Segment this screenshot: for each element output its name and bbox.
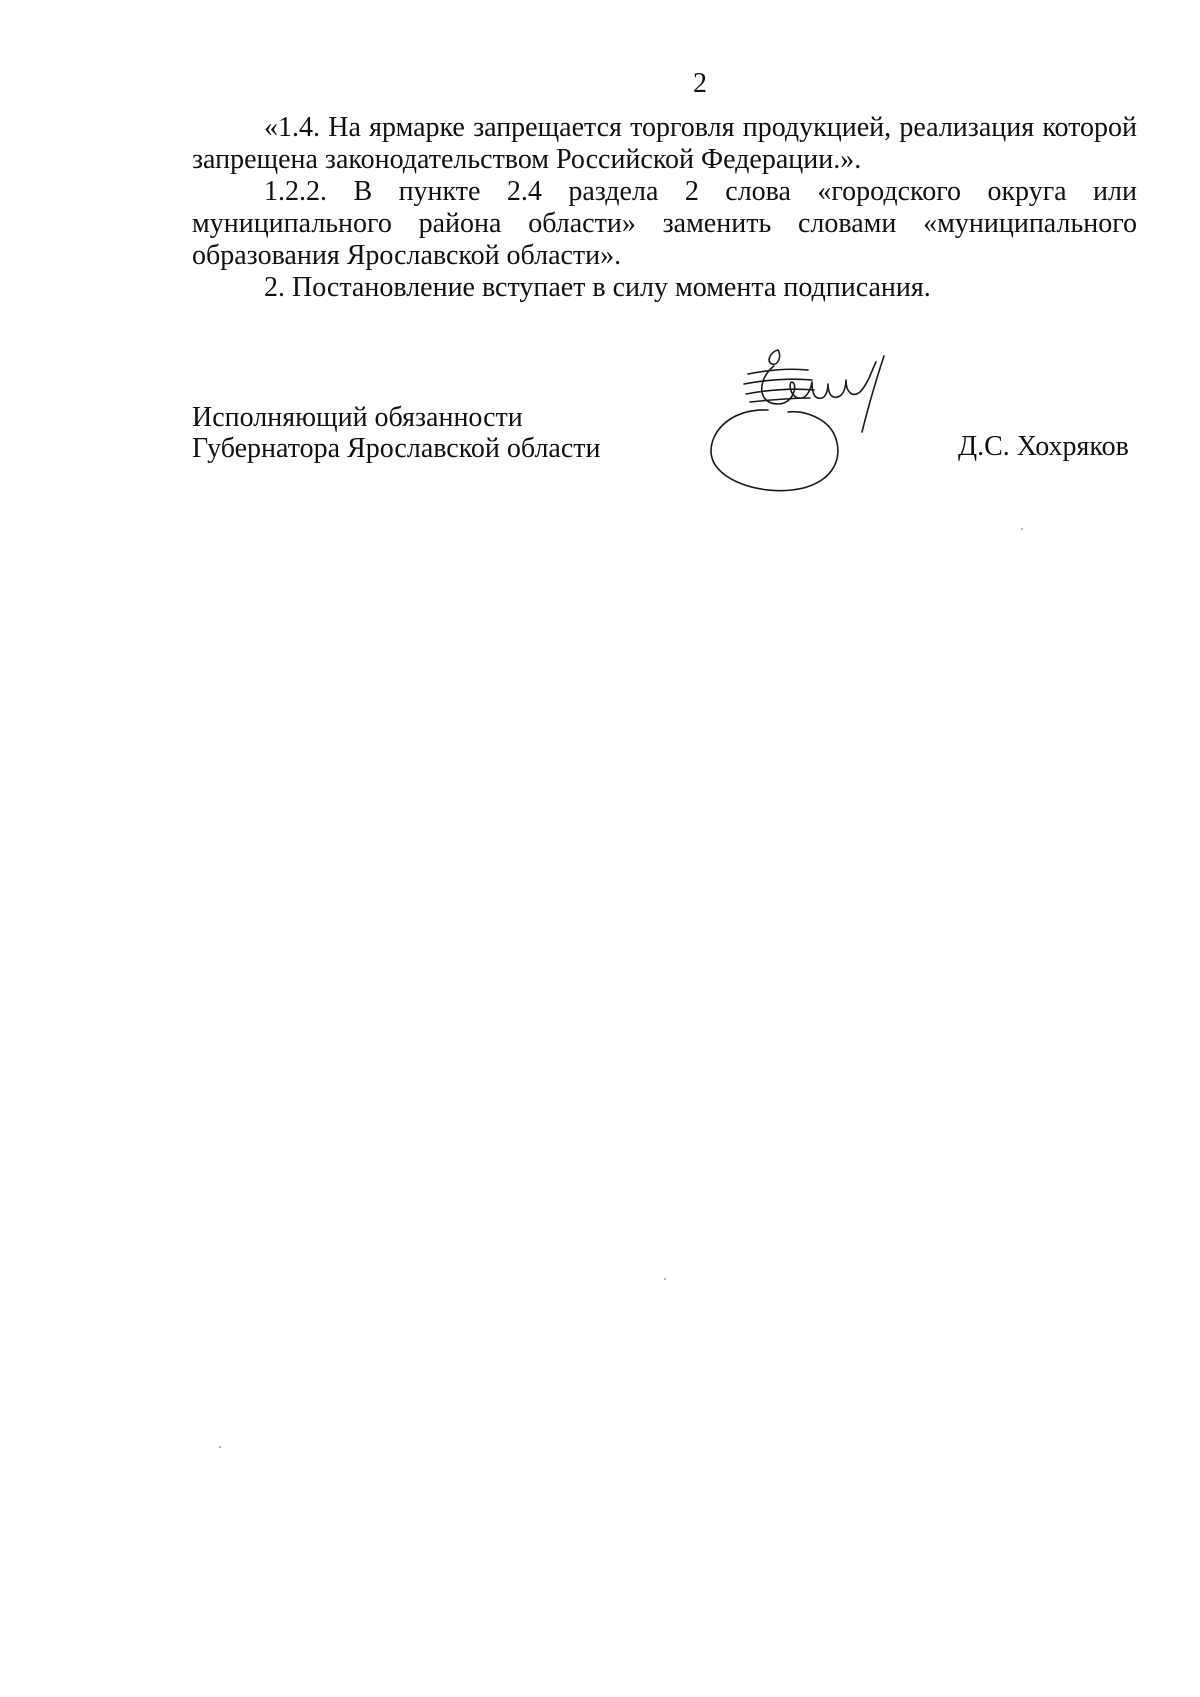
paragraph-clause-1-2-2: 1.2.2. В пункте 2.4 раздела 2 слова «городского округа или муниципального района области» заменить словами «муниципального образования Ярославской области». xyxy=(192,176,1137,271)
document-body xyxy=(192,112,1137,304)
handwritten-signature xyxy=(708,348,928,508)
paragraph-clause-1-4: «1.4. На ярмарке запрещается торговля продукцией, реализация которой запрещена законодательством Российской Федерации.». xyxy=(192,112,1137,175)
scan-speck xyxy=(664,1278,666,1280)
signatory-position xyxy=(192,402,601,464)
signatory-position-line-1: Исполняющий обязанности xyxy=(192,402,523,433)
signatory-name: Д.С. Хохряков xyxy=(958,431,1129,462)
page-number: 2 xyxy=(693,68,707,99)
paragraph-clause-2: 2. Постановление вступает в силу момента подписания. xyxy=(264,272,931,303)
scan-speck xyxy=(219,1446,221,1448)
scan-speck xyxy=(1021,528,1023,530)
signatory-position-line-2: Губернатора Ярославской области xyxy=(192,433,601,464)
